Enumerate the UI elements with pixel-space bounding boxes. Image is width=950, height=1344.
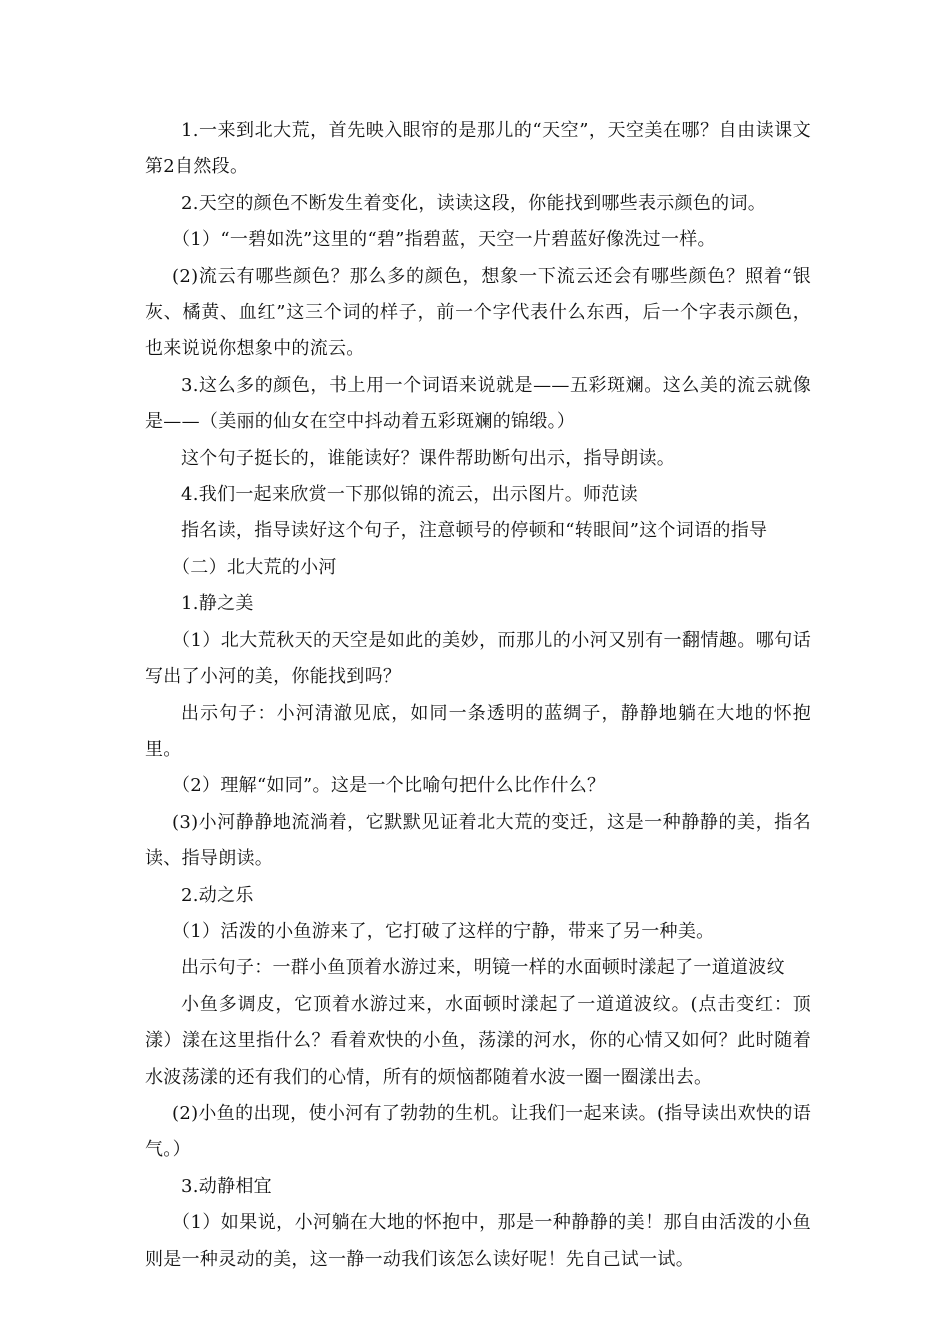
paragraph-4: (2)流云有哪些颜色？那么多的颜色，想象一下流云还会有哪些颜色？照着“银灰、橘黄、血红”这三个词的样子，前一个字代表什么东西，后一个字表示颜色，也来说说你想象中的流云。 — [145, 265, 811, 360]
paragraph-8: 指名读，指导读好这个句子，注意顿号的停顿和“转眼间”这个词语的指导 — [181, 520, 768, 542]
paragraph-6: 这个句子挺长的，谁能读好？课件帮助断句出示，指导朗读。 — [181, 447, 676, 469]
subheading-balance: 3.动静相宜 — [181, 1175, 272, 1197]
paragraph-19: (2)小鱼的出现，使小河有了勃勃的生机。让我们一起来读。(指导读出欢快的语气。） — [145, 1102, 811, 1161]
paragraph-12: 出示句子：小河清澈见底，如同一条透明的蓝绸子，静静地躺在大地的怀抱里。 — [145, 702, 811, 760]
paragraph-21: （1）如果说，小河躺在大地的怀抱中，那是一种静静的美！那自由活泼的小鱼则是一种灵动的美，这一静一动我们该怎么读好呢！先自己试一试。 — [145, 1212, 811, 1270]
paragraph-14: (3)小河静静地流淌着，它默默见证着北大荒的变迁，这是一种静静的美，指名读、指导朗读。 — [145, 811, 811, 870]
paragraph-1: 1.一来到北大荒，首先映入眼帘的是那儿的“天空”，天空美在哪？自由读课文第2自然段。 — [145, 120, 811, 178]
paragraph-2: 2.天空的颜色不断发生着变化，读读这段，你能找到哪些表示颜色的词。 — [181, 192, 767, 214]
document-body — [145, 113, 811, 1278]
paragraph-13: （2）理解“如同”。这是一个比喻句把什么比作什么？ — [172, 775, 606, 797]
paragraph-7: 4.我们一起来欣赏一下那似锦的流云，出示图片。师范读 — [181, 484, 638, 506]
paragraph-3: （1）“一碧如洗”这里的“碧”指碧蓝，天空一片碧蓝好像洗过一样。 — [172, 229, 716, 251]
section-heading-river: （二）北大荒的小河 — [172, 556, 337, 578]
subheading-quiet-beauty: 1.静之美 — [181, 593, 254, 615]
paragraph-18: 小鱼多调皮，它顶着水游过来，水面顿时漾起了一道道波纹。(点击变红：顶漾）漾在这里指什么？看着欢快的小鱼，荡漾的河水，你的心情又如何？此时随着水波荡漾的还有我们的心情，所有的烦恼都随着水波一圈一圈漾出去。 — [145, 993, 811, 1088]
paragraph-17: 出示句子：一群小鱼顶着水游过来，明镜一样的水面顿时漾起了一道道波纹 — [181, 957, 785, 979]
subheading-lively-joy: 2.动之乐 — [181, 884, 254, 906]
paragraph-5: 3.这么多的颜色，书上用一个词语来说就是——五彩斑斓。这么美的流云就像是——（美丽的仙女在空中抖动着五彩斑斓的锦缎。） — [145, 374, 811, 433]
paragraph-11: （1）北大荒秋天的天空是如此的美妙，而那儿的小河又别有一翻情趣。哪句话写出了小河的美，你能找到吗？ — [145, 629, 811, 688]
paragraph-16: （1）活泼的小鱼游来了，它打破了这样的宁静，带来了另一种美。 — [172, 920, 715, 942]
